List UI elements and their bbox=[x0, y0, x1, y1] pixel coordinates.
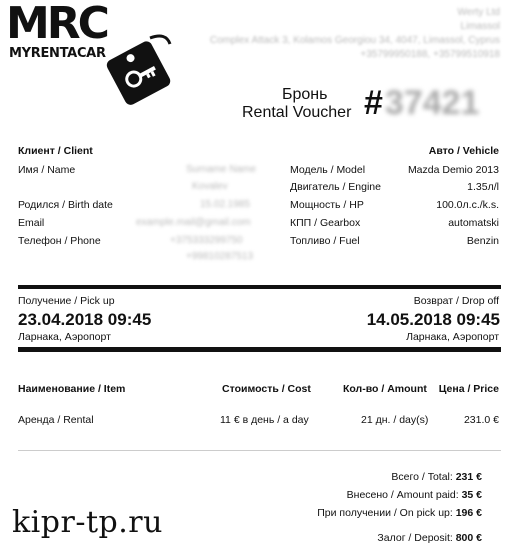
onpickup-label: При получении / On pick up: bbox=[317, 507, 453, 519]
key-tag-icon bbox=[98, 30, 178, 110]
client-name-value-2: Kovalev bbox=[192, 181, 228, 192]
deposit-value: 800 € bbox=[455, 532, 482, 544]
divider bbox=[18, 285, 501, 289]
pickup-place: Ларнака, Аэропорт bbox=[18, 331, 111, 343]
item-price: 231.0 € bbox=[463, 414, 499, 426]
items-header-amount: Кол-во / Amount bbox=[343, 383, 427, 395]
client-phone-value: +375333299750 bbox=[170, 235, 243, 246]
item-name: Аренда / Rental bbox=[18, 414, 94, 426]
client-phone-label: Телефон / Phone bbox=[18, 235, 101, 247]
site-watermark: kipr-tp.ru bbox=[12, 505, 163, 540]
pickup-label: Получение / Pick up bbox=[18, 295, 115, 307]
company-name: Werty Ltd bbox=[457, 7, 500, 18]
vehicle-power-label: Мощность / HP bbox=[290, 199, 364, 211]
items-header-price: Цена / Price bbox=[438, 383, 499, 395]
voucher-number-value: 37421 bbox=[384, 84, 480, 122]
vehicle-gearbox-label: КПП / Gearbox bbox=[290, 217, 361, 229]
item-cost: 11 € в день / a day bbox=[220, 414, 309, 426]
logo-subtitle: MYRENTACAR bbox=[9, 46, 106, 61]
company-info bbox=[210, 6, 500, 62]
voucher-title-en: Rental Voucher bbox=[242, 104, 352, 121]
items-header-cost: Стоимость / Cost bbox=[222, 383, 311, 395]
client-email-label: Email bbox=[18, 217, 45, 229]
deposit-label: Залог / Deposit: bbox=[377, 532, 453, 544]
company-city: Limassol bbox=[460, 21, 500, 32]
vehicle-gearbox-value: automatski bbox=[448, 217, 499, 229]
voucher-title-ru: Бронь bbox=[282, 86, 328, 103]
vehicle-fuel-label: Топливо / Fuel bbox=[290, 235, 360, 247]
vehicle-model-label: Модель / Model bbox=[290, 164, 366, 176]
vehicle-fuel-value: Benzin bbox=[466, 235, 499, 247]
paid-value: 35 € bbox=[461, 489, 482, 501]
vehicle-power-value: 100.0л.с./k.s. bbox=[436, 199, 499, 211]
paid-label: Внесено / Amount paid: bbox=[346, 489, 459, 501]
client-phone-value-2: +99810287513 bbox=[186, 251, 254, 262]
pickup-datetime: 23.04.2018 09:45 bbox=[18, 310, 152, 329]
client-birth-label: Родился / Birth date bbox=[18, 199, 113, 211]
divider bbox=[18, 450, 501, 451]
items-header-item: Наименование / Item bbox=[18, 383, 126, 395]
logo-text: MRC bbox=[6, 0, 107, 49]
vehicle-model-value: Mazda Demio 2013 bbox=[407, 164, 499, 176]
client-birth-value: 15.02.1985 bbox=[200, 199, 251, 210]
onpickup-value: 196 € bbox=[455, 507, 482, 519]
vehicle-engine-value: 1.35л/l bbox=[467, 181, 499, 193]
divider bbox=[18, 347, 501, 352]
item-amount: 21 дн. / day(s) bbox=[361, 414, 429, 426]
company-address: Complex Attack 3, Kolamos Georgiou 34, 4047, Limassol, Cyprus bbox=[209, 35, 500, 46]
voucher-number bbox=[364, 84, 479, 123]
vehicle-header: Авто / Vehicle bbox=[428, 145, 499, 157]
client-name-label: Имя / Name bbox=[18, 164, 76, 176]
company-logo bbox=[6, 2, 181, 112]
client-name-value: Surname Name bbox=[186, 164, 257, 175]
voucher-hash: # bbox=[364, 84, 383, 122]
paid-row bbox=[347, 489, 482, 501]
company-phones: +35799950188, +35799510918 bbox=[360, 49, 500, 60]
total-label: Всего / Total: bbox=[391, 471, 453, 483]
onpickup-row bbox=[317, 507, 482, 519]
dropoff-place: Ларнака, Аэропорт bbox=[406, 331, 499, 343]
voucher-title bbox=[242, 86, 351, 122]
client-header: Клиент / Client bbox=[18, 145, 93, 157]
client-email-value: example.mail@gmail.com bbox=[136, 217, 251, 228]
total-value: 231 € bbox=[455, 471, 482, 483]
vehicle-engine-label: Двигатель / Engine bbox=[290, 181, 381, 193]
total-row bbox=[391, 471, 482, 483]
deposit-row bbox=[377, 532, 482, 544]
dropoff-datetime: 14.05.2018 09:45 bbox=[366, 310, 500, 329]
dropoff-label: Возврат / Drop off bbox=[413, 295, 499, 307]
